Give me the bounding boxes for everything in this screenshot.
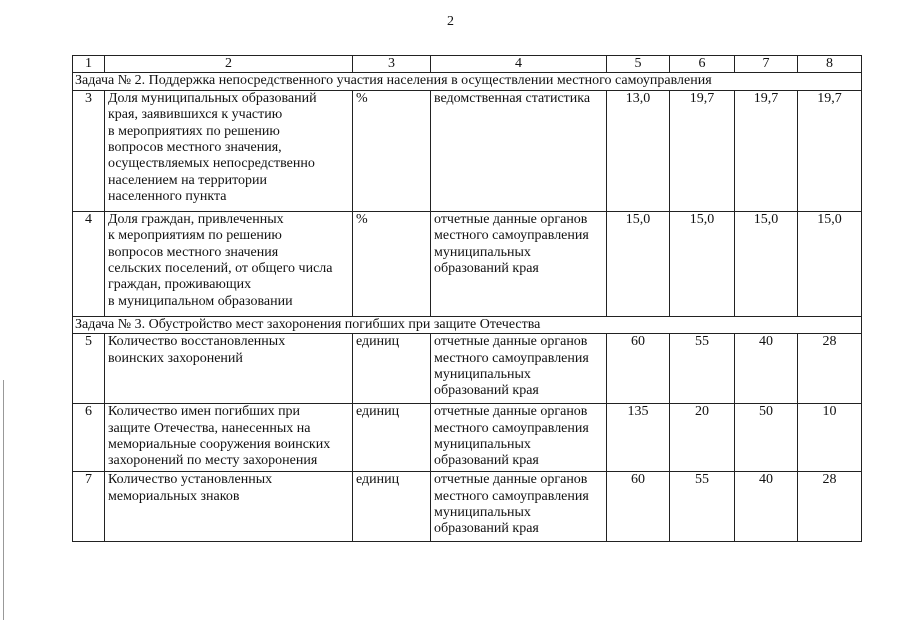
column-header-8: 8 [798, 56, 862, 73]
data-source: отчетные данные органов местного самоуправления муниципальных образований края [431, 404, 607, 472]
value-v6: 55 [670, 472, 735, 542]
page-number: 2 [447, 14, 454, 29]
column-header-7: 7 [735, 56, 798, 73]
value-v6: 20 [670, 404, 735, 472]
value-v5: 135 [607, 404, 670, 472]
column-header-3: 3 [353, 56, 431, 73]
value-v5: 60 [607, 334, 670, 404]
row-number: 7 [73, 472, 105, 542]
indicator-name: Доля граждан, привлеченных к мероприятиям по решению вопросов местного значения сельских поселений, от общего числа граждан, проживающих в муниципальном образовании [105, 211, 353, 316]
unit: % [353, 211, 431, 316]
table-row [73, 211, 862, 316]
value-v6: 15,0 [670, 211, 735, 316]
data-source: ведомственная статистика [431, 90, 607, 211]
row-number: 5 [73, 334, 105, 404]
unit: % [353, 90, 431, 211]
task-heading: Задача № 3. Обустройство мест захоронения погибших при защите Отечества [73, 316, 862, 333]
unit: единиц [353, 334, 431, 404]
indicator-name: Количество установленных мемориальных знаков [105, 472, 353, 542]
column-header-5: 5 [607, 56, 670, 73]
column-header-4: 4 [431, 56, 607, 73]
row-number: 3 [73, 90, 105, 211]
data-source: отчетные данные органов местного самоуправления муниципальных образований края [431, 472, 607, 542]
indicators-table [72, 55, 862, 542]
value-v7: 40 [735, 334, 798, 404]
value-v7: 15,0 [735, 211, 798, 316]
unit: единиц [353, 472, 431, 542]
value-v6: 55 [670, 334, 735, 404]
value-v5: 13,0 [607, 90, 670, 211]
value-v8: 28 [798, 472, 862, 542]
indicator-name: Количество восстановленных воинских захоронений [105, 334, 353, 404]
value-v5: 60 [607, 472, 670, 542]
value-v5: 15,0 [607, 211, 670, 316]
column-header-6: 6 [670, 56, 735, 73]
data-source: отчетные данные органов местного самоуправления муниципальных образований края [431, 211, 607, 316]
value-v8: 19,7 [798, 90, 862, 211]
value-v8: 28 [798, 334, 862, 404]
data-source: отчетные данные органов местного самоуправления муниципальных образований края [431, 334, 607, 404]
indicator-name: Доля муниципальных образований края, заявившихся к участию в мероприятиях по решению вопросов местного значения, осуществляемых непосредственно населением на территории населенного пункта [105, 90, 353, 211]
table-row [73, 90, 862, 211]
value-v7: 50 [735, 404, 798, 472]
scan-artifact-line [3, 380, 4, 620]
table-row [73, 404, 862, 472]
task-row [73, 73, 862, 90]
row-number: 6 [73, 404, 105, 472]
value-v7: 40 [735, 472, 798, 542]
indicator-name: Количество имен погибших при защите Отечества, нанесенных на мемориальные сооружения воинских захоронений по месту захоронения [105, 404, 353, 472]
row-number: 4 [73, 211, 105, 316]
table-row [73, 334, 862, 404]
table-row [73, 472, 862, 542]
value-v6: 19,7 [670, 90, 735, 211]
value-v8: 15,0 [798, 211, 862, 316]
unit: единиц [353, 404, 431, 472]
column-header-2: 2 [105, 56, 353, 73]
value-v7: 19,7 [735, 90, 798, 211]
task-row [73, 316, 862, 333]
header-row [73, 56, 862, 73]
column-header-1: 1 [73, 56, 105, 73]
task-heading: Задача № 2. Поддержка непосредственного участия населения в осуществлении местного самоуправления [73, 73, 862, 90]
value-v8: 10 [798, 404, 862, 472]
